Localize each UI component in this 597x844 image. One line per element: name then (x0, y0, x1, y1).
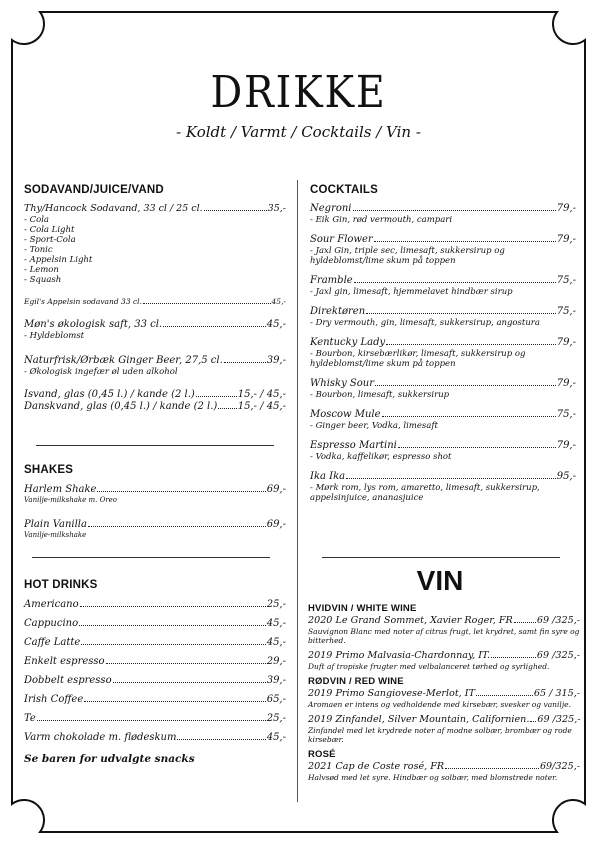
dot-leader (84, 701, 265, 702)
dot-leader (514, 622, 536, 623)
item-price: 29,- (266, 656, 286, 667)
flavor-item: - Cola Light (24, 225, 75, 235)
dot-leader (353, 210, 556, 211)
item-price: 35,- (267, 203, 286, 214)
wine-item (308, 761, 580, 782)
flavor-item: - Lemon (24, 265, 59, 275)
item-name: Sour Flower (310, 234, 373, 245)
dot-leader (163, 326, 266, 327)
item-price: 15,- / 45,- (237, 401, 286, 412)
item-name: Danskvand, glas (0,45 l.) / kande (2 l.) (24, 401, 218, 412)
section-divider (36, 445, 274, 446)
dot-leader (113, 682, 266, 683)
item-name: Irish Coffee (24, 694, 84, 705)
item-name: Kentucky Lady (310, 337, 386, 348)
item-name: 2019 Primo Sangiovese-Merlot, IT (308, 688, 475, 699)
item-name: 2020 Le Grand Sommet, Xavier Roger, FR (308, 615, 513, 626)
dot-leader (204, 210, 267, 211)
item-price: 45,- (266, 732, 286, 743)
cocktail-description: - Mørk rom, lys rom, amaretto, limesaft, sukkersirup, appelsinjuice, ananasjuice (310, 483, 540, 503)
wine-item (308, 714, 580, 744)
dot-leader (375, 385, 556, 386)
hot-drinks-list (24, 599, 286, 744)
shakes-section (24, 463, 286, 547)
wine-note: Sauvignon Blanc med noter af citrus frugt, let krydret, samt fin syre og bitterhed. (308, 627, 580, 645)
item-name: Dobbelt espresso (24, 675, 112, 686)
item-price: 45,- (271, 297, 286, 306)
section-heading: COCKTAILS (310, 184, 379, 196)
dot-leader (97, 491, 265, 492)
cocktail-description: - Bourbon, kirsebærlikør, limesaft, sukkersirup og hyldeblomst/lime skum på toppen (310, 349, 526, 369)
item-description: Vanilje-milkshake (24, 530, 87, 539)
menu-item (24, 732, 286, 744)
item-row (308, 688, 580, 700)
item-row (24, 637, 286, 649)
flavor-item: - Appelsin Light (24, 255, 93, 265)
item-row (310, 440, 576, 452)
menu-item (24, 203, 286, 285)
item-row (24, 732, 286, 744)
hot-drinks-section (24, 578, 286, 766)
menu-item (24, 297, 286, 306)
wine-item (308, 650, 580, 671)
menu-item (24, 401, 286, 413)
item-row (310, 409, 576, 421)
section-heading: SHAKES (24, 464, 74, 476)
item-name: Framble (310, 275, 353, 286)
item-price: 69,- (266, 518, 286, 530)
item-name: Moscow Mule (310, 409, 381, 420)
wine-section (308, 603, 580, 787)
cocktails-list (310, 203, 576, 503)
cocktail-description: - Dry vermouth, gin, limesaft, sukkersirup, angostura (310, 318, 540, 328)
section-divider (32, 557, 270, 558)
cocktail-item (310, 234, 576, 266)
cocktail-description: - Bourbon, limesaft, sukkersirup (310, 390, 450, 400)
dot-leader (218, 408, 236, 409)
item-name: Caffe Latte (24, 637, 81, 648)
menu-item (24, 656, 286, 668)
item-price: 69 /325,- (537, 714, 581, 725)
cocktail-item (310, 203, 576, 225)
cocktail-description: - Jaxl gin, limesaft, hjemmelavet hindbær sirup (310, 287, 513, 297)
item-price: 75,- (556, 409, 576, 420)
white-wine-list (308, 615, 580, 671)
dot-leader (398, 447, 556, 448)
menu-item (24, 319, 286, 341)
item-price: 45,- (266, 618, 286, 629)
item-row (310, 234, 576, 246)
item-name: Thy/Hancock Sodavand, 33 cl / 25 cl. (24, 203, 203, 214)
dot-leader (224, 362, 266, 363)
dot-leader (80, 606, 266, 607)
item-price: 65 / 315,- (533, 688, 580, 699)
item-row (310, 306, 576, 318)
item-row (310, 471, 576, 483)
dot-leader (88, 526, 266, 527)
item-row (310, 337, 576, 349)
section-heading: HOT DRINKS (24, 579, 98, 591)
item-name: Cappucino (24, 618, 79, 629)
item-name: Enkelt espresso (24, 656, 105, 667)
menu-item (24, 618, 286, 630)
item-name: Isvand, glas (0,45 l.) / kande (2 l.) (24, 389, 195, 400)
item-row (308, 615, 580, 627)
wine-heading-rose: ROSÉ (308, 749, 336, 760)
cocktail-item (310, 409, 576, 431)
item-price: 79,- (556, 440, 576, 451)
item-name: Varm chokolade m. flødeskum (24, 732, 177, 743)
item-name: Te (24, 713, 36, 724)
cocktail-item (310, 471, 576, 503)
item-row (24, 656, 286, 668)
item-price: 39,- (266, 675, 286, 686)
dot-leader (445, 768, 539, 769)
item-row (310, 378, 576, 390)
item-price: 75,- (556, 275, 576, 286)
item-price: 95,- (556, 471, 576, 482)
cocktail-item (310, 378, 576, 400)
item-name: Espresso Martini (310, 440, 397, 451)
sodavand-section (24, 183, 286, 413)
item-price: 69 /325,- (536, 650, 580, 661)
dot-leader (37, 720, 266, 721)
cocktail-item (310, 337, 576, 369)
menu-item (24, 599, 286, 611)
flavor-item: - Squash (24, 275, 62, 285)
dot-leader (366, 313, 556, 314)
item-description: - Hyldeblomst (24, 331, 85, 341)
cocktail-description: - Jaxl Gin, triple sec, limesaft, sukkersirup og hyldeblomst/lime skum på toppen (310, 246, 505, 266)
item-name: Direktøren (310, 306, 366, 317)
dot-leader (196, 396, 237, 397)
item-price: 45,- (266, 319, 286, 330)
red-wine-list (308, 688, 580, 744)
item-price: 79,- (556, 203, 576, 214)
item-row (308, 650, 580, 662)
item-description: - Økologisk ingefær øl uden alkohol (24, 367, 178, 377)
flavor-item: - Tonic (24, 245, 53, 255)
item-row (308, 761, 580, 773)
menu-item (24, 484, 286, 505)
dot-leader (143, 303, 271, 304)
cocktail-description: - Vodka, kaffelikør, espresso shot (310, 452, 452, 462)
item-name: Whisky Sour (310, 378, 375, 389)
item-price: 45,- (266, 637, 286, 648)
rose-wine-list (308, 761, 580, 782)
dot-leader (530, 721, 536, 722)
flavor-item: - Cola (24, 215, 49, 225)
dot-leader (354, 282, 556, 283)
item-price: 69,- (266, 484, 286, 495)
wine-title: VIN (416, 565, 464, 596)
item-price: 15,- / 45,- (237, 389, 286, 400)
menu-item (24, 694, 286, 706)
item-price: 25,- (266, 713, 286, 724)
dot-leader (79, 625, 266, 626)
menu-item (24, 675, 286, 687)
cocktail-description: - Ginger beer, Vodka, limesaft (310, 421, 438, 431)
item-price: 69 /325,- (536, 615, 580, 626)
dot-leader (476, 695, 533, 696)
page-subtitle: - Koldt / Varmt / Cocktails / Vin - (176, 123, 421, 141)
item-price: 39,- (266, 355, 286, 366)
column-divider (297, 180, 298, 802)
item-name: 2019 Primo Malvasia-Chardonnay, IT. (308, 650, 491, 661)
item-name: Americano (24, 599, 79, 610)
dot-leader (374, 241, 556, 242)
page-title: DRIKKE (210, 67, 387, 118)
item-name: Negroni (310, 203, 352, 214)
wine-heading-red: RØDVIN / RED WINE (308, 676, 404, 687)
dot-leader (177, 739, 265, 740)
item-name: Egil's Appelsin sodavand 33 cl. (24, 297, 142, 306)
flavor-list (24, 215, 286, 285)
item-name: 2021 Cap de Coste rosé, FR (308, 761, 445, 772)
dot-leader (386, 344, 556, 345)
wine-item (308, 688, 580, 709)
flavor-item: - Sport-Cola (24, 235, 76, 245)
snacks-note: Se baren for udvalgte snacks (24, 753, 195, 765)
item-row (24, 618, 286, 630)
menu-item (24, 389, 286, 401)
wine-heading-white: HVIDVIN / WHITE WINE (308, 603, 417, 614)
wine-note: Zinfandel med let krydrede noter af modne solbær, brombær og rode kirsebær. (308, 726, 572, 744)
item-price: 79,- (556, 234, 576, 245)
cocktail-item (310, 275, 576, 297)
item-row (308, 714, 580, 726)
wine-note: Aromaen er intens og vedholdende med kirsebær, svesker og vanilje. (308, 700, 571, 709)
cocktails-section (310, 183, 576, 512)
item-row (24, 694, 286, 706)
menu-item (24, 519, 286, 540)
cocktail-description: - Eik Gin, rød vermouth, campari (310, 215, 453, 225)
item-name: Naturfrisk/Ørbæk Ginger Beer, 27,5 cl. (24, 355, 223, 366)
section-divider (322, 557, 560, 558)
item-name: Møn's økologisk saft, 33 cl. (24, 319, 163, 330)
dot-leader (106, 663, 266, 664)
section-heading: SODAVAND/JUICE/VAND (24, 184, 164, 196)
item-row (310, 275, 576, 287)
item-row (310, 203, 576, 215)
item-name: 2019 Zinfandel, Silver Mountain, Californien. (308, 714, 530, 725)
menu-item (24, 637, 286, 649)
item-price: 79,- (556, 337, 576, 348)
dot-leader (491, 657, 536, 658)
item-row (24, 599, 286, 611)
item-name: Plain Vanilla (24, 518, 87, 530)
dot-leader (81, 644, 265, 645)
dot-leader (346, 478, 556, 479)
wine-item (308, 615, 580, 645)
item-description: Vanilje-milkshake m. Oreo (24, 496, 118, 504)
menu-item (24, 355, 286, 377)
menu-item (24, 713, 286, 725)
item-price: 69/325,- (539, 761, 580, 772)
item-row (24, 713, 286, 725)
item-name: Harlem Shake (24, 484, 97, 495)
item-price: 25,- (266, 599, 286, 610)
dot-leader (382, 416, 556, 417)
wine-note: Halvsød med let syre. Hindbær og solbær, med blomstrede noter. (308, 773, 558, 782)
cocktail-item (310, 306, 576, 328)
wine-note: Duft af tropiske frugter med velbalanceret tørhed og syrlighed. (308, 662, 550, 671)
item-name: Ika Ika (310, 471, 346, 482)
item-price: 79,- (556, 378, 576, 389)
cocktail-item (310, 440, 576, 462)
item-row (24, 675, 286, 687)
item-price: 75,- (556, 306, 576, 317)
item-price: 65,- (266, 694, 286, 705)
